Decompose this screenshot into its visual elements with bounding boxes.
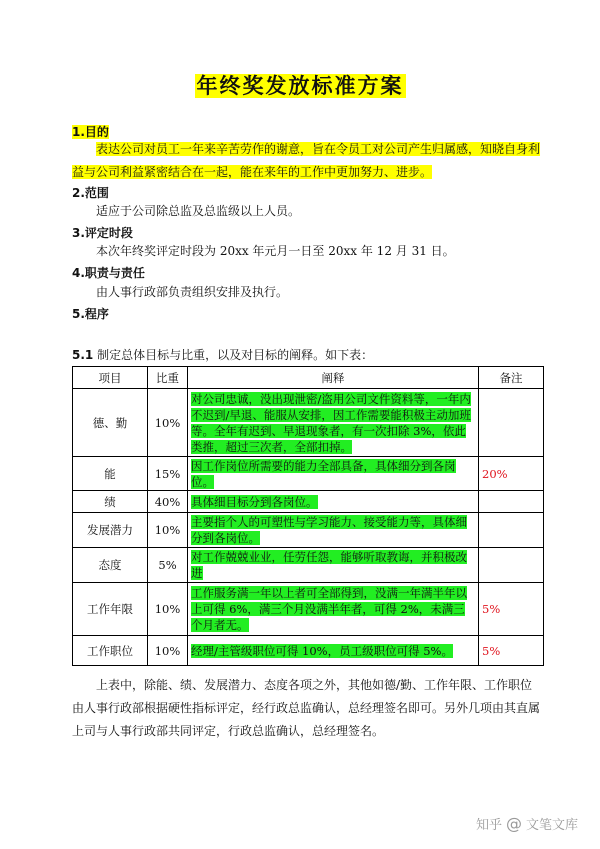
section-heading-procedure: 5.程序 <box>72 307 109 321</box>
row-item: 工作年限 <box>73 583 148 636</box>
purpose-paragraph: 表达公司对员工一年来辛苦劳作的谢意，旨在令员工对公司产生归属感，知晓自身利益与公司利益紧密结合在一起，能在来年的工作中更加努力、进步。 <box>72 142 541 179</box>
section-heading-purpose: 1.目的 <box>72 125 109 139</box>
row-desc: 经理/主管级职位可得 10%，员工级职位可得 5%。 <box>188 636 479 666</box>
row-note: 20% <box>479 457 544 491</box>
row-item: 态度 <box>73 548 148 583</box>
watermark-author: 文笔文库 <box>525 818 578 833</box>
row-weight: 10% <box>148 583 188 636</box>
row-weight: 5% <box>148 548 188 583</box>
row-note <box>479 389 544 457</box>
header-desc: 阐释 <box>188 367 479 389</box>
row-desc: 对公司忠诚，没出现泄密/盗用公司文件资料等，一年内不迟到/早退、能服从安排，因工作需要能积极主动加班等。全年有迟到、早退现象者，有一次扣除 3%，依此类推，超过三次者，全部扣掉。 <box>188 389 479 457</box>
row-item: 工作职位 <box>73 636 148 666</box>
row-weight: 10% <box>148 389 188 457</box>
section-heading-scope: 2.范围 <box>72 186 109 200</box>
header-weight: 比重 <box>148 367 188 389</box>
row-note <box>479 513 544 548</box>
section-heading-period: 3.评定时段 <box>72 226 133 240</box>
row-note: 5% <box>479 583 544 636</box>
row-desc: 工作服务满一年以上者可全部得到，没满一年满半年以上可得 6%，满三个月没满半年者，可得 2%，未满三个月者无。 <box>188 583 479 636</box>
table-row <box>73 583 544 636</box>
table-header-row <box>73 367 544 389</box>
row-weight: 10% <box>148 513 188 548</box>
table-row <box>73 389 544 457</box>
row-item: 德、勤 <box>73 389 148 457</box>
table-row <box>73 491 544 513</box>
subsection-5-1: 5.1 制定总体目标与比重，以及对目标的阐释。如下表： <box>72 348 374 362</box>
header-note: 备注 <box>479 367 544 389</box>
row-note <box>479 548 544 583</box>
row-desc: 主要指个人的可塑性与学习能力、接受能力等，具体细分到各岗位。 <box>188 513 479 548</box>
row-desc: 因工作岗位所需要的能力全部具备，具体细分到各岗位。 <box>188 457 479 491</box>
row-note: 5% <box>479 636 544 666</box>
row-weight: 40% <box>148 491 188 513</box>
period-paragraph: 本次年终奖评定时段为 20xx 年元月一日至 20xx 年 12 月 31 日。 <box>96 244 455 258</box>
watermark <box>476 814 578 833</box>
document-title: 年终奖发放标准方案 <box>196 74 404 98</box>
watermark-brand: 知乎 <box>475 818 502 833</box>
table-row <box>73 636 544 666</box>
row-weight: 15% <box>148 457 188 491</box>
header-item: 项目 <box>73 367 148 389</box>
at-icon: @ <box>505 814 522 833</box>
criteria-table <box>72 366 544 666</box>
duty-paragraph: 由人事行政部负责组织安排及执行。 <box>96 285 289 299</box>
table-row <box>73 548 544 583</box>
row-desc: 具体细目标分到各岗位。 <box>188 491 479 513</box>
table-row <box>73 513 544 548</box>
row-item: 能 <box>73 457 148 491</box>
table-row <box>73 457 544 491</box>
row-item: 发展潜力 <box>73 513 148 548</box>
summary-paragraph: 上表中，除能、绩、发展潜力、态度各项之外，其他如德/勤、工作年限、工作职位由人事行政部根据硬性指标评定，经行政总监确认，总经理签名即可。另外几项由其直属上司与人事行政部共同评定，行政总监确认，总经理签名。 <box>72 678 541 738</box>
row-weight: 10% <box>148 636 188 666</box>
row-item: 绩 <box>73 491 148 513</box>
section-heading-duty: 4.职责与责任 <box>72 266 145 280</box>
scope-paragraph: 适应于公司除总监及总监级以上人员。 <box>96 204 301 218</box>
row-note <box>479 491 544 513</box>
row-desc: 对工作兢兢业业，任劳任怨，能够听取教诲，并积极改进 <box>188 548 479 583</box>
